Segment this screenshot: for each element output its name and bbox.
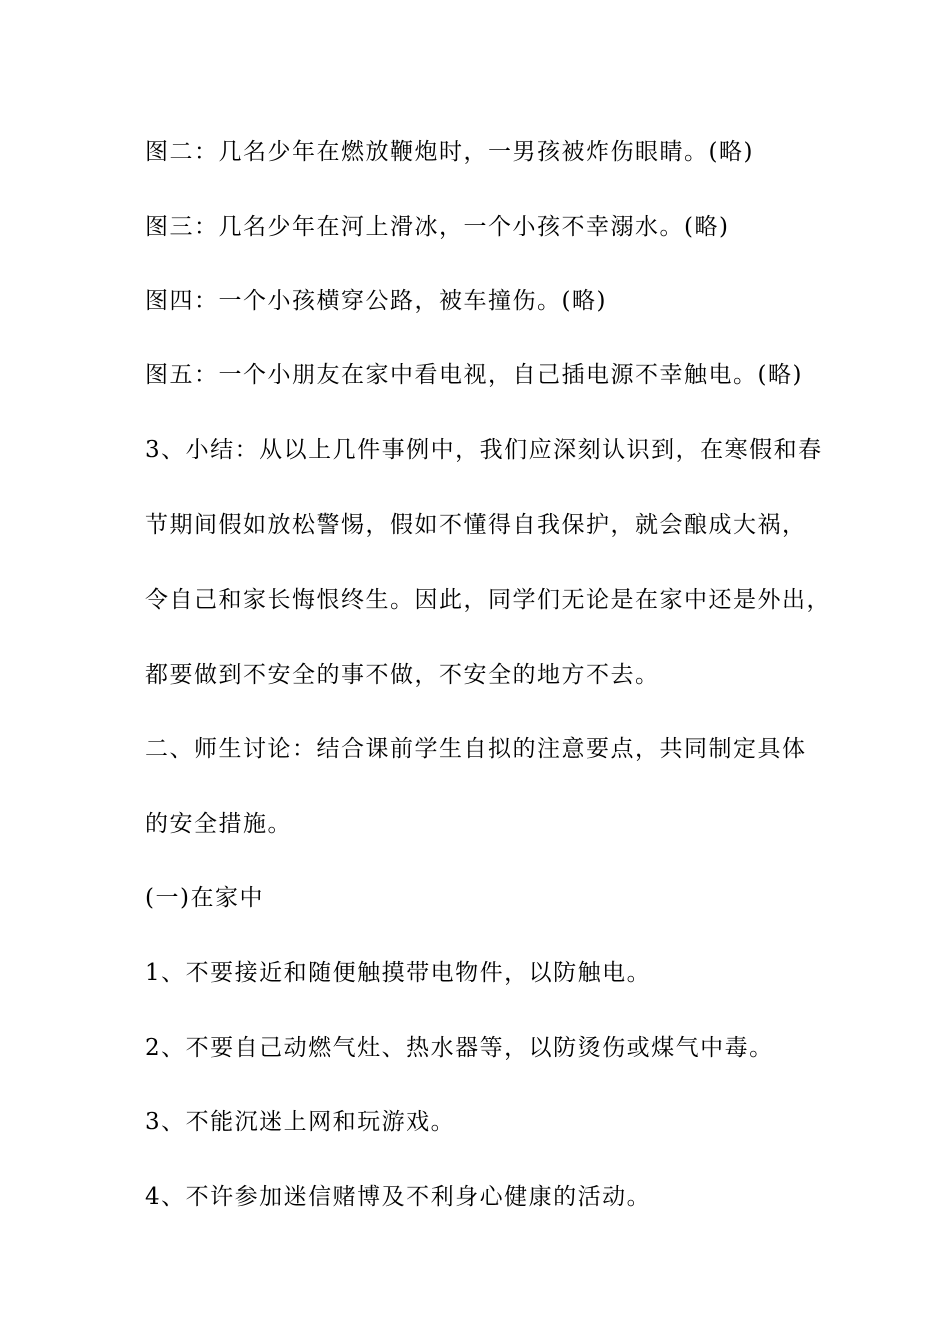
list-item-3: 3、不能沉迷上网和玩游戏。 (145, 1109, 456, 1135)
text-line-figure-2: 图二：几名少年在燃放鞭炮时，一男孩被炸伤眼睛。(略) (145, 139, 754, 165)
section-heading-at-home: (一)在家中 (145, 885, 264, 911)
list-item-1: 1、不要接近和随便触摸带电物件，以防触电。 (145, 960, 652, 986)
text-line-summary-4: 都要做到不安全的事不做，不安全的地方不去。 (145, 662, 660, 688)
list-item-2: 2、不要自己动燃气灶、热水器等，以防烫伤或煤气中毒。 (145, 1035, 774, 1061)
list-item-4: 4、不许参加迷信赌博及不利身心健康的活动。 (145, 1184, 652, 1210)
text-line-summary-1: 3、小结：从以上几件事例中，我们应深刻认识到，在寒假和春 (145, 437, 823, 463)
text-line-discussion-1: 二、师生讨论：结合课前学生自拟的注意要点，共同制定具体 (145, 736, 807, 762)
text-line-figure-3: 图三：几名少年在河上滑冰，一个小孩不幸溺水。(略) (145, 214, 730, 240)
text-line-figure-5: 图五：一个小朋友在家中看电视，自己插电源不幸触电。(略) (145, 362, 803, 388)
text-line-discussion-2: 的安全措施。 (145, 811, 292, 837)
text-line-summary-3: 令自己和家长悔恨终生。因此，同学们无论是在家中还是外出， (145, 587, 831, 613)
text-line-figure-4: 图四：一个小孩横穿公路，被车撞伤。(略) (145, 288, 607, 314)
text-line-summary-2: 节期间假如放松警惕，假如不懂得自我保护，就会酿成大祸， (145, 512, 807, 538)
